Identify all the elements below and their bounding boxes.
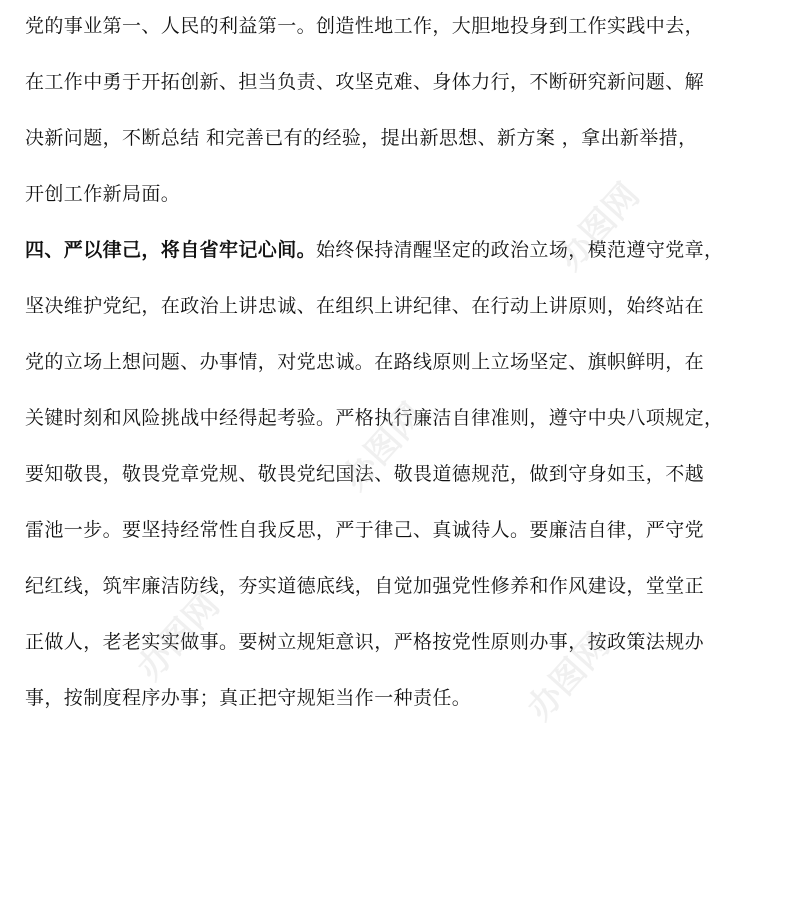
paragraph-line: 坚决维护党纪，在政治上讲忠诚、在组织上讲纪律、在行动上讲原则，始终站在 [25, 295, 705, 317]
paragraph-line: 纪红线，筑牢廉洁防线，夯实道德底线，自觉加强党性修养和作风建设，堂堂正 [25, 575, 705, 597]
paragraph-line: 关键时刻和风险挑战中经得起考验。严格执行廉洁自律准则，遵守中央八项规定， [25, 407, 724, 429]
paragraph-line: 开创工作新局面。 [25, 183, 181, 205]
paragraph-line: 在工作中勇于开拓创新、担当负责、攻坚克难、身体力行，不断研究新问题、解 [25, 71, 705, 93]
watermark: 办图网 [129, 585, 228, 689]
paragraph-line: 要知敬畏，敬畏党章党规、敬畏党纪国法、敬畏道德规范，做到守身如玉，不越 [25, 463, 705, 485]
section-four-first-line [25, 238, 780, 262]
section-heading: 四、严以律己，将自省牢记心间。 [25, 239, 317, 261]
watermark: 办图网 [549, 175, 648, 279]
watermark: 办图网 [519, 625, 618, 729]
paragraph-line: 党的立场上想问题、办事情，对党忠诚。在路线原则上立场坚定、旗帜鲜明，在 [25, 351, 705, 373]
paragraph-line: 党的事业第一、人民的利益第一。创造性地工作，大胆地投身到工作实践中去， [25, 15, 705, 37]
paragraph-line: 正做人，老老实实做事。要树立规矩意识，严格按党性原则办事，按政策法规办 [25, 631, 705, 653]
paragraph-line: 事，按制度程序办事；真正把守规矩当作一种责任。 [25, 687, 472, 709]
paragraph-line: 雷池一步。要坚持经常性自我反思，严于律己、真诚待人。要廉洁自律，严守党 [25, 519, 705, 541]
paragraph-line: 决新问题，不断总结 和完善已有的经验，提出新思想、新方案 ，拿出新举措， [25, 127, 698, 149]
section-first-line-text: 始终保持清醒坚定的政治立场，模范遵守党章， [316, 239, 724, 261]
watermark: 办图网 [334, 395, 433, 499]
